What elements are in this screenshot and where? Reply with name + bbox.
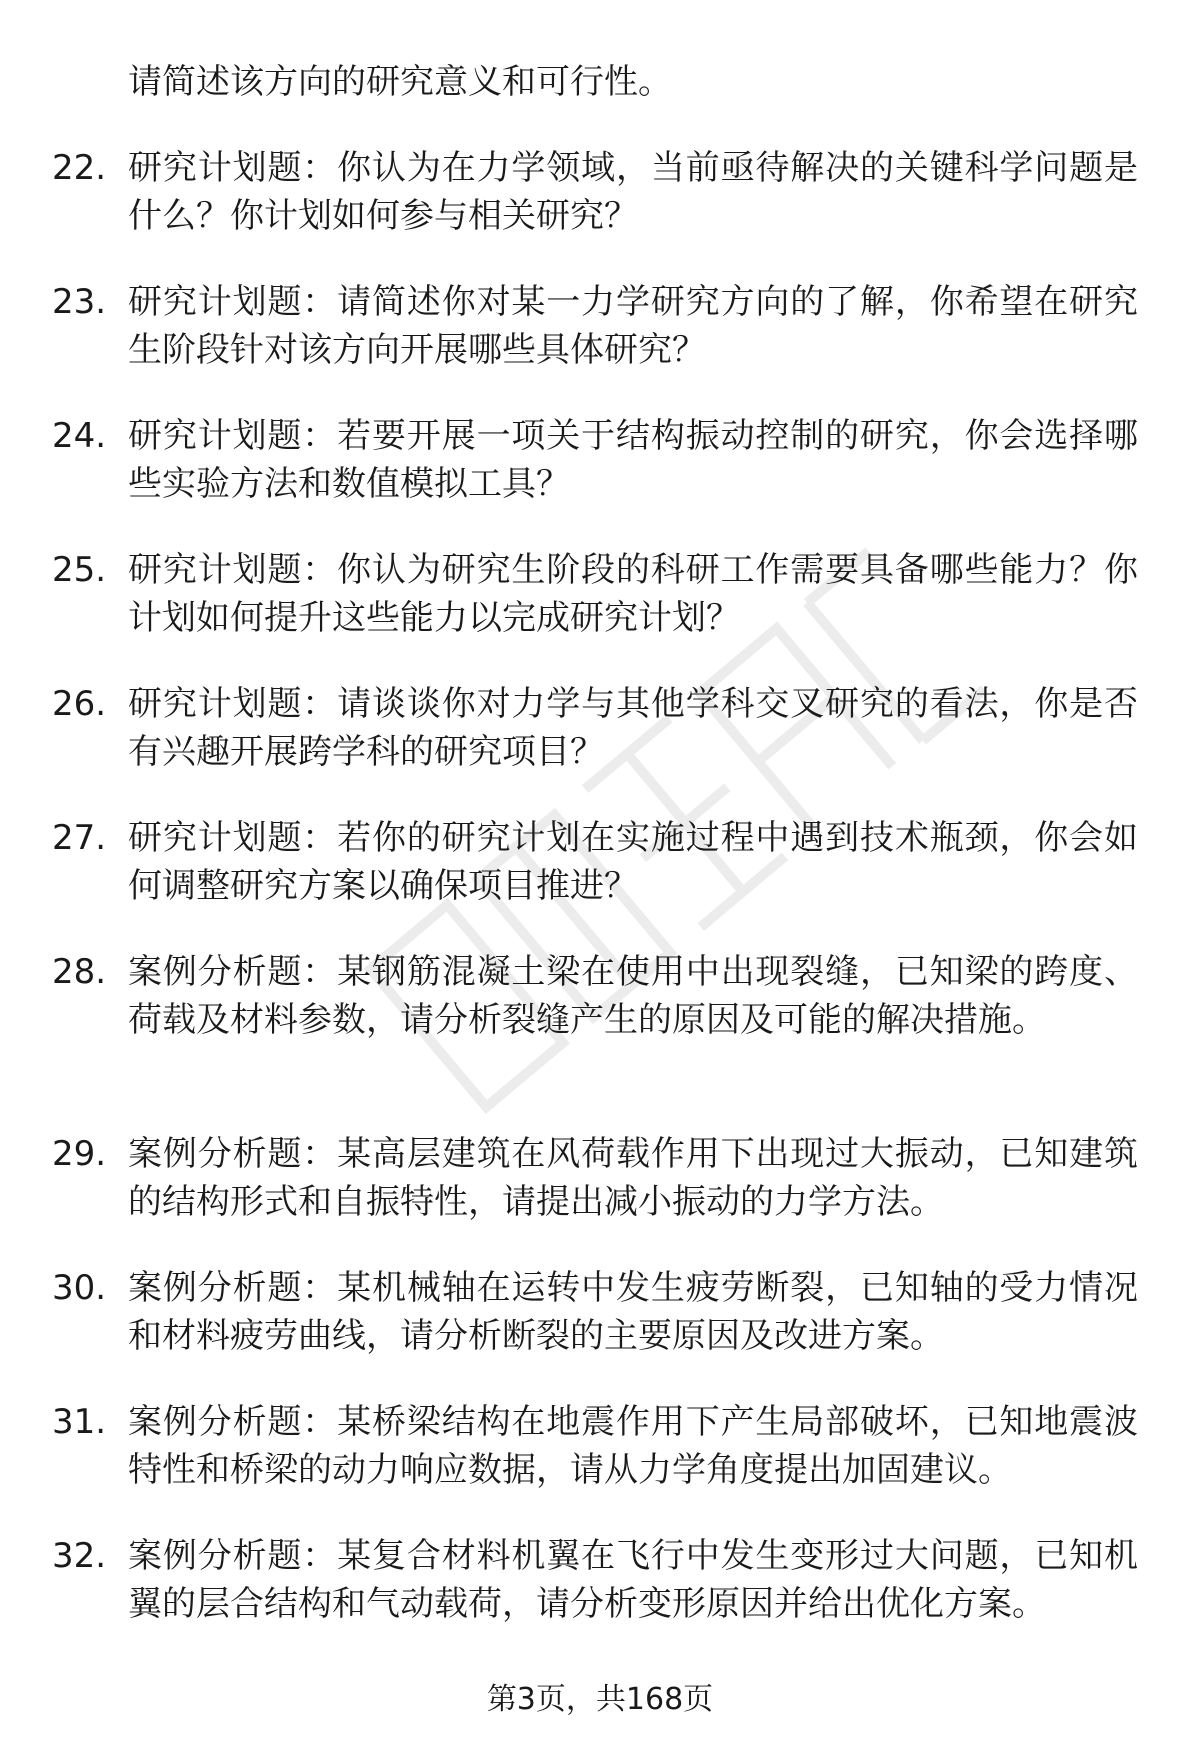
question-item: [0, 408, 1200, 542]
question-item: [0, 810, 1200, 944]
question-text: 研究计划题：若要开展一项关于结构振动控制的研究，你会选择哪些实验方法和数值模拟工具？: [128, 416, 1138, 504]
question-text: 研究计划题：请谈谈你对力学与其他学科交叉研究的看法，你是否有兴趣开展跨学科的研究项目？: [128, 684, 1138, 772]
question-item: [0, 944, 1200, 1126]
question-number: 28.: [52, 952, 107, 992]
question-text: 案例分析题：某复合材料机翼在飞行中发生变形过大问题，已知机翼的层合结构和气动载荷，请分析变形原因并给出优化方案。: [128, 1536, 1138, 1624]
question-number: 29.: [52, 1134, 107, 1174]
question-number: 27.: [52, 818, 107, 858]
question-text: 案例分析题：某桥梁结构在地震作用下产生局部破坏，已知地震波特性和桥梁的动力响应数据，请从力学角度提出加固建议。: [128, 1402, 1138, 1490]
question-item: [0, 140, 1200, 274]
question-text: 研究计划题：你认为在力学领域，当前亟待解决的关键科学问题是什么？你计划如何参与相关研究？: [128, 148, 1138, 236]
question-text: 案例分析题：某高层建筑在风荷载作用下出现过大振动，已知建筑的结构形式和自振特性，请提出减小振动的力学方法。: [128, 1134, 1138, 1222]
question-text: 案例分析题：某钢筋混凝土梁在使用中出现裂缝，已知梁的跨度、荷载及材料参数，请分析裂缝产生的原因及可能的解决措施。: [128, 952, 1138, 1040]
question-item: [0, 1528, 1200, 1662]
page-footer: 第3页，共168页: [486, 1682, 714, 1717]
question-number: 25.: [52, 550, 107, 590]
question-text: 研究计划题：若你的研究计划在实施过程中遇到技术瓶颈，你会如何调整研究方案以确保项目推进？: [128, 818, 1138, 906]
question-number: 30.: [52, 1268, 107, 1308]
question-item: [0, 542, 1200, 676]
question-item: [0, 1126, 1200, 1260]
question-number: 31.: [52, 1402, 107, 1442]
question-list: [0, 140, 1200, 1662]
question-number: 24.: [52, 416, 107, 456]
question-item: [0, 1260, 1200, 1394]
question-number: 26.: [52, 684, 107, 724]
question-text: 研究计划题：你认为研究生阶段的科研工作需要具备哪些能力？你计划如何提升这些能力以完成研究计划？: [128, 550, 1138, 638]
question-text: 研究计划题：请简述你对某一力学研究方向的了解，你希望在研究生阶段针对该方向开展哪些具体研究？: [128, 282, 1138, 370]
question-item: [0, 676, 1200, 810]
question-number: 32.: [52, 1536, 107, 1576]
question-item: [0, 1394, 1200, 1528]
question-number: 23.: [52, 282, 107, 322]
continuation-text: 请简述该方向的研究意义和可行性。: [128, 62, 672, 102]
question-item: [0, 274, 1200, 408]
question-text: 案例分析题：某机械轴在运转中发生疲劳断裂，已知轴的受力情况和材料疲劳曲线，请分析断裂的主要原因及改进方案。: [128, 1268, 1138, 1356]
question-number: 22.: [52, 148, 107, 188]
